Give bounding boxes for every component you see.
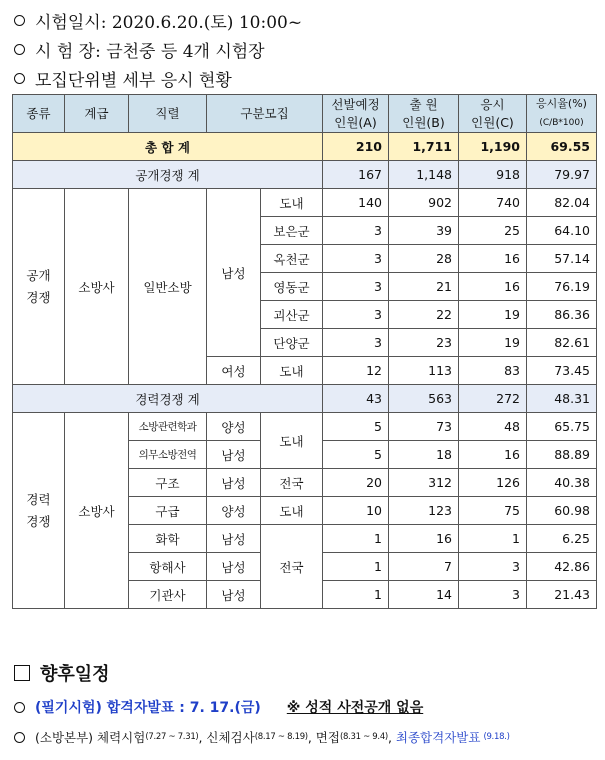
position-cell: 항해사 [129, 553, 207, 581]
gender-cell: 남성 [207, 525, 261, 553]
quota-cell: 1 [323, 553, 389, 581]
bullet-circle-icon [14, 73, 25, 84]
applied-cell: 18 [389, 441, 459, 469]
final-result-label: 최종합격자발표 [395, 730, 481, 745]
application-status-table [12, 94, 597, 609]
taken-cell: 3 [459, 581, 527, 609]
applied-cell: 23 [389, 329, 459, 357]
taken-cell: 75 [459, 497, 527, 525]
career-subtotal-rate: 48.31 [527, 385, 597, 413]
interview-label: , 면접 [307, 730, 340, 745]
open-subtotal-applied: 1,148 [389, 161, 459, 189]
col-applied: 출 원 인원(B) [389, 95, 459, 133]
region-cell: 도내 [261, 497, 323, 525]
gender-cell: 남성 [207, 469, 261, 497]
open-position-cell: 일반소방 [129, 189, 207, 385]
career-type-cell: 경력 경쟁 [13, 413, 65, 609]
applied-cell: 312 [389, 469, 459, 497]
col-quota: 선발예정 인원(A) [323, 95, 389, 133]
col-category: 구분모집 [207, 95, 323, 133]
rate-cell: 82.04 [527, 189, 597, 217]
taken-cell: 126 [459, 469, 527, 497]
gender-cell: 양성 [207, 413, 261, 441]
taken-cell: 740 [459, 189, 527, 217]
quota-cell: 5 [323, 413, 389, 441]
taken-cell: 83 [459, 357, 527, 385]
quota-cell: 20 [323, 469, 389, 497]
rate-cell: 76.19 [527, 273, 597, 301]
rate-cell: 40.38 [527, 469, 597, 497]
table-row [13, 189, 597, 217]
quota-cell: 3 [323, 301, 389, 329]
region-cell: 전국 [261, 525, 323, 609]
gender-cell: 양성 [207, 497, 261, 525]
exam-date-text: 시험일시: 2020.6.20.(토) 10:00~ [35, 13, 303, 33]
region-cell: 괴산군 [261, 301, 323, 329]
career-grade-cell: 소방사 [65, 413, 129, 609]
quota-cell: 3 [323, 273, 389, 301]
bullet-circle-icon [14, 732, 25, 743]
career-subtotal-applied: 563 [389, 385, 459, 413]
score-note: ※ 성적 사전공개 없음 [286, 700, 424, 716]
open-type-cell: 공개 경쟁 [13, 189, 65, 385]
fitness-test-date: (7.27 ~ 7.31) [145, 732, 199, 742]
table-row [13, 413, 597, 441]
applied-cell: 7 [389, 553, 459, 581]
col-grade: 계급 [65, 95, 129, 133]
applied-cell: 73 [389, 413, 459, 441]
quota-cell: 3 [323, 217, 389, 245]
gender-cell: 남성 [207, 553, 261, 581]
rate-cell: 86.36 [527, 301, 597, 329]
taken-cell: 48 [459, 413, 527, 441]
position-cell: 의무소방전역 [129, 441, 207, 469]
schedule-title: 향후일정 [40, 664, 110, 685]
open-female-cell: 여성 [207, 357, 261, 385]
schedule-line-1 [14, 697, 423, 717]
taken-cell: 16 [459, 273, 527, 301]
total-applied: 1,711 [389, 133, 459, 161]
career-subtotal-taken: 272 [459, 385, 527, 413]
total-taken: 1,190 [459, 133, 527, 161]
separator-text: , [387, 729, 396, 745]
rate-cell: 64.10 [527, 217, 597, 245]
open-male-cell: 남성 [207, 189, 261, 357]
applied-cell: 22 [389, 301, 459, 329]
rate-cell: 73.45 [527, 357, 597, 385]
total-label: 총 합 계 [13, 133, 323, 161]
quota-cell: 140 [323, 189, 389, 217]
applied-cell: 902 [389, 189, 459, 217]
written-result-date: (필기시험) 합격자발표 : 7. 17.(금) [35, 700, 261, 716]
rate-cell: 6.25 [527, 525, 597, 553]
quota-cell: 1 [323, 525, 389, 553]
bullet-circle-icon [14, 702, 25, 713]
open-subtotal-rate: 79.97 [527, 161, 597, 189]
career-subtotal-label: 경력경쟁 계 [13, 385, 323, 413]
open-subtotal-taken: 918 [459, 161, 527, 189]
rate-cell: 21.43 [527, 581, 597, 609]
open-subtotal-quota: 167 [323, 161, 389, 189]
bullet-circle-icon [14, 44, 25, 55]
medical-check-date: (8.17 ~ 8.19) [254, 732, 308, 742]
region-cell: 도내 [261, 357, 323, 385]
col-position: 직렬 [129, 95, 207, 133]
total-rate: 69.55 [527, 133, 597, 161]
applied-cell: 16 [389, 525, 459, 553]
applied-cell: 123 [389, 497, 459, 525]
position-cell: 기관사 [129, 581, 207, 609]
interview-date: (8.31 ~ 9.4) [339, 732, 388, 742]
taken-cell: 19 [459, 329, 527, 357]
status-heading-line [14, 66, 232, 91]
bullet-circle-icon [14, 15, 25, 26]
open-subtotal-label: 공개경쟁 계 [13, 161, 323, 189]
schedule-heading [14, 660, 110, 686]
rate-cell: 82.61 [527, 329, 597, 357]
region-cell: 보은군 [261, 217, 323, 245]
position-cell: 화학 [129, 525, 207, 553]
applied-cell: 21 [389, 273, 459, 301]
rate-cell: 60.98 [527, 497, 597, 525]
total-quota: 210 [323, 133, 389, 161]
applied-cell: 113 [389, 357, 459, 385]
table-header-row [13, 95, 597, 133]
fitness-test-label: (소방본부) 체력시험 [35, 730, 146, 745]
region-cell: 도내 [261, 189, 323, 217]
position-cell: 구조 [129, 469, 207, 497]
open-grade-cell: 소방사 [65, 189, 129, 385]
position-cell: 소방관련학과 [129, 413, 207, 441]
applied-cell: 14 [389, 581, 459, 609]
medical-check-label: , 신체검사 [198, 730, 255, 745]
taken-cell: 3 [459, 553, 527, 581]
quota-cell: 1 [323, 581, 389, 609]
position-cell: 구급 [129, 497, 207, 525]
quota-cell: 3 [323, 245, 389, 273]
exam-site-line [14, 37, 265, 62]
taken-cell: 1 [459, 525, 527, 553]
quota-cell: 3 [323, 329, 389, 357]
col-taken: 응시 인원(C) [459, 95, 527, 133]
gender-cell: 남성 [207, 441, 261, 469]
square-bullet-icon [14, 665, 30, 681]
quota-cell: 12 [323, 357, 389, 385]
region-cell: 전국 [261, 469, 323, 497]
rate-cell: 42.86 [527, 553, 597, 581]
open-subtotal-row [13, 161, 597, 189]
schedule-line-2 [14, 728, 510, 746]
applied-cell: 39 [389, 217, 459, 245]
region-cell: 영동군 [261, 273, 323, 301]
rate-cell: 57.14 [527, 245, 597, 273]
final-result-date: (9.18.) [483, 732, 510, 742]
exam-site-text: 시 험 장: 금천중 등 4개 시험장 [35, 42, 265, 62]
region-cell: 도내 [261, 413, 323, 469]
status-heading-text: 모집단위별 세부 응시 현황 [35, 71, 232, 91]
career-subtotal-row [13, 385, 597, 413]
region-cell: 단양군 [261, 329, 323, 357]
taken-cell: 16 [459, 245, 527, 273]
total-row [13, 133, 597, 161]
gender-cell: 남성 [207, 581, 261, 609]
taken-cell: 25 [459, 217, 527, 245]
quota-cell: 5 [323, 441, 389, 469]
applied-cell: 28 [389, 245, 459, 273]
rate-cell: 65.75 [527, 413, 597, 441]
quota-cell: 10 [323, 497, 389, 525]
col-rate: 응시율(%) (C/B*100) [527, 95, 597, 133]
exam-date-line [14, 8, 302, 33]
region-cell: 옥천군 [261, 245, 323, 273]
career-subtotal-quota: 43 [323, 385, 389, 413]
taken-cell: 16 [459, 441, 527, 469]
taken-cell: 19 [459, 301, 527, 329]
col-type: 종류 [13, 95, 65, 133]
rate-cell: 88.89 [527, 441, 597, 469]
